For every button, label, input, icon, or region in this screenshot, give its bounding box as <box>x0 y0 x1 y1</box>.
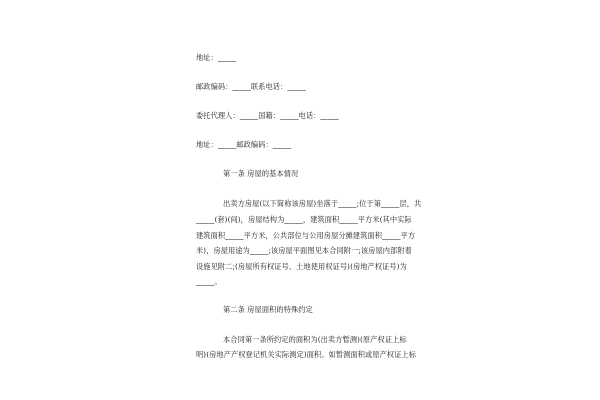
section-1-line: 米)，房屋用途为_____;该房屋平面图见本合同附一;该房屋内部附着 <box>196 246 412 255</box>
section-1-line: _____。 <box>196 277 222 286</box>
section-1-line: 出卖方房屋(以下简称该房屋)坐落于_____;位于第_____层，共 <box>223 199 422 208</box>
section-1-line: _____(套)(间)，房屋结构为_____，建筑面积_____平方米(其中实际 <box>196 215 412 224</box>
postal-phone-line: 邮政编码：_____联系电话：_____ <box>196 82 306 91</box>
address-postal-line: 地址：_____邮政编码：_____ <box>196 140 292 149</box>
section-2-line: 明)(房地产产权登记机关实际测定)面积。如暂测面积或原产权证上标 <box>196 350 417 359</box>
agent-line: 委托代理人：_____国籍：_____电话：_____ <box>196 111 339 120</box>
section-1-line: 建筑面积_____平方米，公共部位与公用房屋分摊建筑面积_____平方 <box>196 231 416 240</box>
address-line: 地址：_____ <box>196 53 237 62</box>
section-2-line: 本合同第一条所约定的面积为(出卖方暂测)(原产权证上标 <box>223 335 407 344</box>
section-1-line: 设施见附二;(房屋所有权证号、土地使用权证号)(房地产权证号)为 <box>196 262 407 271</box>
section-1-heading: 第一条 房屋的基本情况 <box>223 169 299 178</box>
section-2-heading: 第二条 房屋面积的特殊约定 <box>223 305 313 314</box>
